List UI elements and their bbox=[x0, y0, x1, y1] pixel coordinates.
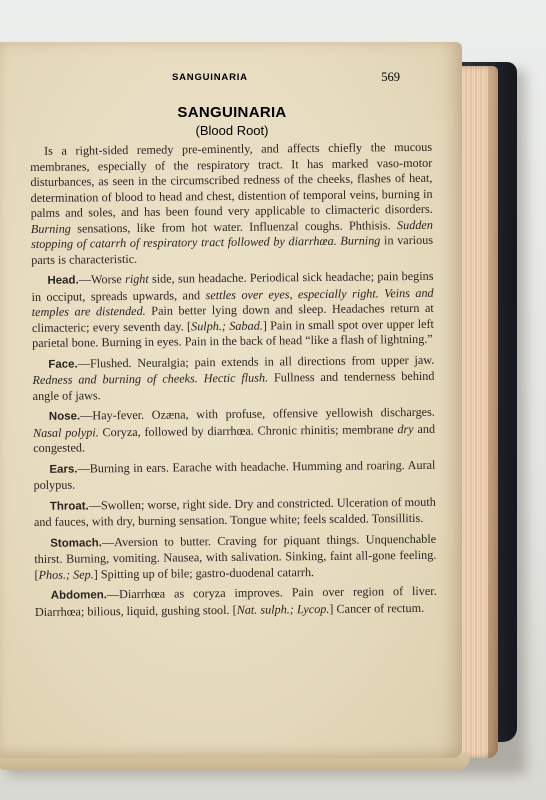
face-section: Face.—Flushed. Neuralgia; pain extends in all directions from upper jaw. Redness and burning of cheeks. Hectic flush. Fullness and tenderness behind angle of jaws. bbox=[32, 352, 435, 403]
abdomen-section: Abdomen.—Diarrhœa as coryza improves. Pain over region of liver. Diarrhœa; bilious, liquid, gushing stool. [Nat. sulph.; Lycop.] Cancer of rectum. bbox=[34, 583, 437, 619]
running-header bbox=[32, 72, 432, 88]
title-block bbox=[32, 103, 432, 140]
head-heading: Head. bbox=[47, 274, 79, 287]
face-heading: Face. bbox=[48, 358, 78, 371]
ears-section: Ears.—Burning in ears. Earache with headache. Humming and roaring. Aural polypus. bbox=[33, 457, 436, 492]
throat-heading: Throat. bbox=[49, 499, 89, 513]
body-text bbox=[30, 140, 437, 625]
stomach-section: Stomach.—Aversion to butter. Craving for piquant things. Unquenchable thirst. Burning, vomiting. Nausea, with salivation. Sinking, faint all-gone feeling. [Phos.; Sep.] Spitting up of bile; gastro-duodenal catarrh. bbox=[34, 531, 437, 582]
head-section: Head.—Worse right side, sun headache. Periodical sick headache; pain begins in occiput, spreads upwards, and settles over eyes, especially right. Veins and temples are distended. Pain better lying down and sleep. Headaches return at climacteric; every seventh day. [Sulph.; Sabad.] Pain in small spot over upper left parietal bone. Burning in eyes. Pain in the back of head “like a flash of lightning.” bbox=[31, 268, 434, 350]
stomach-heading: Stomach. bbox=[50, 536, 103, 550]
running-title: SANGUINARIA bbox=[172, 72, 248, 83]
intro-paragraph: Is a right-sided remedy pre-eminently, and affects chiefly the mucous membranes, especially of the respiratory tract. It has marked vaso-motor disturbances, as seen in the circumscribed redness of the cheeks, flashes of heat, determination of blood to head and chest, distention of temporal veins, burning in palms and soles, and has been found very applicable to climacteric disorders. Burning sensations, like from hot water. Influenzal coughs. Phthisis. Sudden stopping of catarrh of respiratory tract followed by diarrhœa. Burning in various parts is characteristic. bbox=[30, 139, 434, 267]
nose-heading: Nose. bbox=[48, 410, 81, 423]
page-number: 569 bbox=[381, 70, 400, 84]
abdomen-heading: Abdomen. bbox=[50, 589, 108, 602]
throat-section: Throat.—Swollen; worse, right side. Dry and constricted. Ulceration of mouth and fauces, with dry, burning sensation. Tongue white; feels scalded. Tonsillitis. bbox=[33, 494, 436, 529]
page-subtitle: (Blood Root) bbox=[195, 123, 269, 138]
page-edge-stain bbox=[488, 66, 498, 758]
page-title: SANGUINARIA bbox=[177, 104, 287, 121]
ears-heading: Ears. bbox=[49, 463, 78, 476]
nose-section: Nose.—Hay-fever. Ozæna, with profuse, offensive yellowish discharges. Nasal polypi. Coryza, followed by diarrhœa. Chronic rhinitis; membrane dry and congested. bbox=[32, 404, 436, 455]
